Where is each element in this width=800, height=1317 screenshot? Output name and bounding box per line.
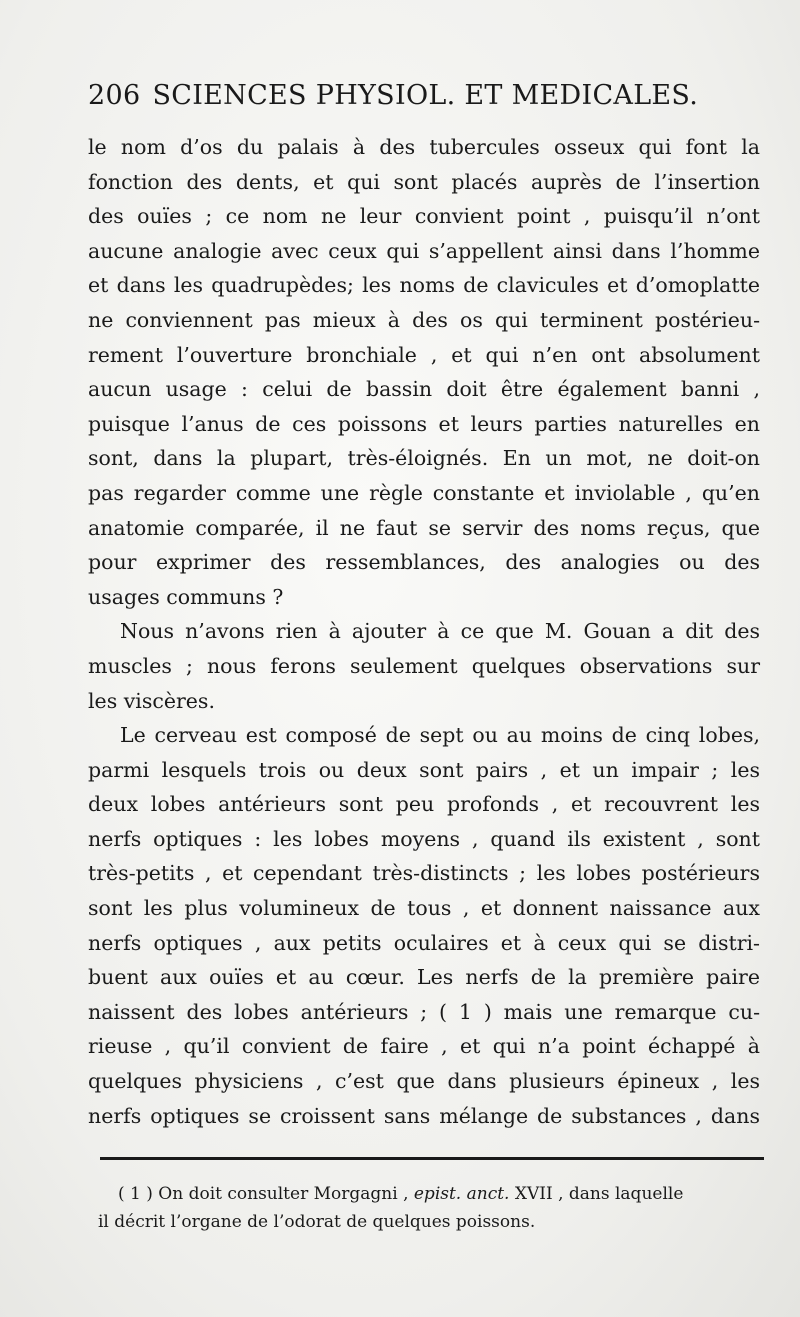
text-line: buent aux ouïes et au cœur. Les nerfs de la première paire bbox=[88, 965, 760, 990]
text-line: le nom d’os du palais à des tubercules osseux qui font la bbox=[88, 135, 760, 159]
text-line: sont, dans la plupart, très-éloignés. En un mot, ne doit-on bbox=[88, 446, 760, 471]
text-line: nerfs optiques : les lobes moyens , quand ils existent , sont bbox=[88, 826, 760, 851]
text-line: muscles ; nous ferons seulement quelques observations sur bbox=[88, 653, 760, 678]
text-line: pour exprimer des ressemblances, des analogies ou des bbox=[88, 550, 760, 575]
running-title: SCIENCES PHYSIOL. ET MEDICALES. bbox=[152, 80, 699, 111]
text-line: nerfs optiques se croissent sans mélange de substances , dans bbox=[88, 1103, 760, 1128]
text-line: aucune analogie avec ceux qui s’appellent ainsi dans l’homme bbox=[88, 238, 760, 263]
footnote-divider bbox=[100, 1157, 764, 1160]
paragraph-start-line: Nous n’avons rien à ajouter à ce que M. Gouan a dit des bbox=[120, 619, 760, 644]
text-line: très-petits , et cependant très-distincts ; les lobes postérieurs bbox=[88, 861, 760, 886]
footnote-line-2: il décrit l’organe de l’odorat de quelques poissons. bbox=[98, 1212, 536, 1232]
text-line: ne conviennent pas mieux à des os qui terminent postérieu- bbox=[88, 307, 760, 332]
text-line: parmi lesquels trois ou deux sont pairs , et un impair ; les bbox=[88, 757, 760, 782]
text-line: les viscères. bbox=[88, 688, 215, 713]
text-line: nerfs optiques , aux petits oculaires et à ceux qui se distri- bbox=[88, 930, 760, 955]
footnote-italic-ref: epist. anct. bbox=[413, 1184, 510, 1204]
paragraph-start-line: Le cerveau est composé de sept ou au moins de cinq lobes, bbox=[120, 723, 760, 748]
text-line: quelques physiciens , c’est que dans plusieurs épineux , les bbox=[88, 1069, 760, 1094]
text-line: fonction des dents, et qui sont placés auprès de l’insertion bbox=[88, 169, 760, 194]
text-line: rieuse , qu’il convient de faire , et qui n’a point échappé à bbox=[88, 1034, 760, 1059]
text-line: sont les plus volumineux de tous , et donnent naissance aux bbox=[88, 896, 760, 921]
text-line: pas regarder comme une règle constante et inviolable , qu’en bbox=[88, 480, 760, 505]
page-header bbox=[88, 80, 728, 111]
text-line: naissent des lobes antérieurs ; ( 1 ) mais une remarque cu- bbox=[88, 999, 760, 1024]
footnote-text: XVII , dans laquelle bbox=[509, 1184, 684, 1204]
text-line: des ouïes ; ce nom ne leur convient point , puisqu’il n’ont bbox=[88, 204, 760, 229]
text-line: puisque l’anus de ces poissons et leurs parties naturelles en bbox=[88, 411, 760, 436]
footnote-line-1 bbox=[118, 1180, 778, 1208]
text-line: rement l’ouverture bronchiale , et qui n’en ont absolument bbox=[88, 342, 760, 367]
page-number: 206 bbox=[88, 80, 141, 111]
text-line: et dans les quadrupèdes; les noms de clavicules et d’omoplatte bbox=[88, 273, 760, 298]
text-line: usages communs ? bbox=[88, 584, 284, 609]
text-line: aucun usage : celui de bassin doit être également banni , bbox=[88, 377, 760, 402]
body-text bbox=[88, 130, 760, 1133]
footnote-text: ( 1 ) On doit consulter Morgagni , bbox=[118, 1184, 414, 1204]
text-line: deux lobes antérieurs sont peu profonds , et recouvrent les bbox=[88, 792, 760, 817]
text-line: anatomie comparée, il ne faut se servir des noms reçus, que bbox=[88, 515, 760, 540]
footnote bbox=[98, 1180, 778, 1236]
